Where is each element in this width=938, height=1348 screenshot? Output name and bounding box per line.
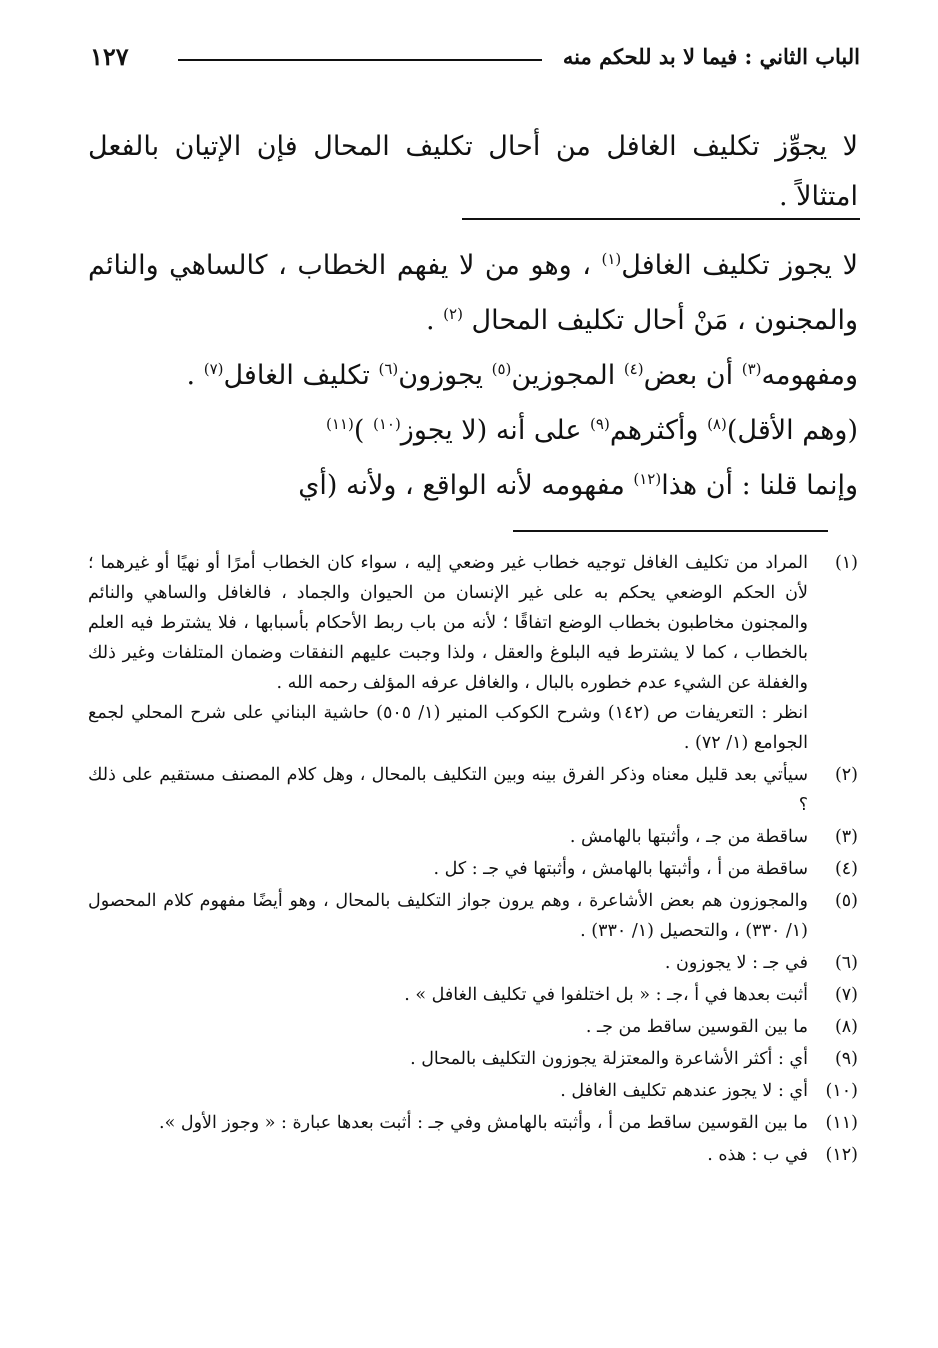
footnote-number: (١) (834, 553, 858, 573)
footnote-number: (٢) (834, 765, 858, 785)
footnote-number: (٦) (834, 953, 858, 973)
main-paragraph (88, 348, 858, 403)
main-text (88, 238, 858, 513)
footnote-text: سيأتي بعد قليل معناه وذكر الفرق بينه وبين التكليف بالمحال ، وهل كلام المصنف مستقيم على ذلك ؟ (88, 765, 808, 815)
footnotes-list (88, 548, 858, 1172)
main-text-run: وإنما قلنا : أن هذا (661, 470, 858, 501)
footnote-item (88, 822, 858, 852)
footnote-item (88, 1108, 858, 1138)
main-text-run: تكليف الغافل (223, 360, 379, 391)
main-text-run: يجوزون (398, 360, 492, 391)
main-text-run: ) (353, 415, 373, 446)
main-text-run: المجوزين (511, 360, 624, 391)
page-number: ١٢٧ (90, 42, 129, 71)
footnote-item (88, 886, 858, 946)
footnote-item (88, 854, 858, 884)
running-head: الباب الثاني : فيما لا بد للحكم منه (562, 44, 860, 69)
footnote-marker[interactable]: (١) (601, 250, 622, 268)
issue-rule (462, 218, 860, 220)
main-text-run: . (425, 305, 444, 336)
main-text-run: على أنه (لا يجوز (400, 415, 591, 446)
footnote-marker[interactable]: (٧) (203, 360, 224, 378)
main-text-run: لا يجوز تكليف الغافل (621, 250, 858, 281)
footnote-number: (٣) (834, 827, 858, 847)
footnote-text: أي : لا يجوز عندهم تكليف الغافل . (560, 1081, 808, 1101)
footnote-text: أثبت بعدها في أ ،جـ : « بل اختلفوا في تكليف الغافل » . (404, 985, 808, 1005)
footnote-number: (٨) (834, 1017, 858, 1037)
footnote-reference: انظر : التعريفات ص (١٤٢) وشرح الكوكب المنير (١/ ٥٠٥) حاشية البناني على شرح المحلي لجمع الجوامع (١/ ٧٢) . (88, 703, 808, 753)
footnote-item (88, 1076, 858, 1106)
footnote-item (88, 948, 858, 978)
footnote-marker[interactable]: (١٠) (372, 415, 401, 433)
footnote-item (88, 980, 858, 1010)
footnote-number: (٩) (834, 1049, 858, 1069)
main-text-run: ، وهو من لا يفهم الخطاب ، كالساهي والنائم والمجنون ، مَنْ أحال تكليف المحال (88, 250, 858, 336)
footnote-marker[interactable]: (١١) (325, 415, 354, 433)
main-paragraph (88, 238, 858, 348)
footnote-rule (513, 530, 828, 532)
page-header (90, 40, 860, 86)
main-text-run: أن بعض (643, 360, 742, 391)
footnote-number: (٧) (834, 985, 858, 1005)
footnote-text: في جـ : لا يجوزون . (664, 953, 808, 973)
footnote-number: (١٠) (825, 1081, 858, 1101)
footnote-marker[interactable]: (٥) (491, 360, 512, 378)
footnote-item (88, 760, 858, 820)
main-text-run: ومفهومه (761, 360, 858, 391)
footnote-marker[interactable]: (٦) (378, 360, 399, 378)
main-text-run: وأكثرهم (609, 415, 708, 446)
footnote-text: ما بين القوسين ساقط من أ ، وأثبته بالهامش وفي جـ : أثبت بعدها عبارة : « وجوز الأول ». (159, 1113, 808, 1133)
footnote-item (88, 1012, 858, 1042)
footnote-text: المراد من تكليف الغافل توجيه خطاب غير وضعي إليه ، سواء كان الخطاب أمرًا أو نهيًا أو غيرهما ؛ لأن الحكم الوضعي يحكم به على غير الإنسان من الحيوان والجماد ، فالغافل والساهي والنائم والمجنون مخاطبون بخطاب الوضع اتفاقًا ؛ لأنه من باب ربط الأحكام بأسبابها ، فلا يشترط فيه العلم بالخطاب ، كما لا يشترط فيه البلوغ والعقل ، ولذا وجبت عليهم النفقات وضمان المتلفات وغير ذلك والغفلة عن الشيء عدم خطوره بالبال ، والغافل عرفه المؤلف رحمه الله . (88, 553, 808, 693)
main-text-run: (وهم الأقل) (726, 415, 858, 446)
footnote-marker[interactable]: (٢) (443, 305, 463, 323)
main-paragraph (88, 458, 858, 513)
main-text-run: مفهومه لأنه الواقع ، ولأنه (أي (298, 470, 634, 501)
footnote-item (88, 1044, 858, 1074)
main-text-run: . (186, 360, 204, 391)
footnote-marker[interactable]: (١٢) (633, 470, 662, 488)
footnote-text: والمجوزون هم بعض الأشاعرة ، وهم يرون جواز التكليف بالمحال ، وهو أيضًا مفهوم كلام المحصول (١/ ٣٣٠) ، والتحصيل (١/ ٣٣٠) . (88, 891, 808, 941)
footnote-number: (١٢) (825, 1145, 858, 1165)
footnote-number: (٥) (834, 891, 858, 911)
footnote-text: ساقطة من أ ، وأثبتها بالهامش ، وأثبتها في جـ : كل . (433, 859, 808, 879)
footnote-marker[interactable]: (٣) (741, 360, 762, 378)
footnote-item (88, 1140, 858, 1170)
header-rule (178, 59, 542, 61)
footnote-number: (٤) (834, 859, 858, 879)
footnote-text: في ب : هذه . (707, 1145, 808, 1165)
footnote-item (88, 548, 858, 758)
issue-heading: لا يجوِّز تكليف الغافل من أحال تكليف المحال فإن الإتيان بالفعل امتثالاً . (88, 131, 858, 212)
footnote-marker[interactable]: (٤) (623, 360, 644, 378)
footnote-marker[interactable]: (٩) (590, 415, 610, 433)
footnote-text: ساقطة من جـ ، وأثبتها بالهامش . (569, 827, 808, 847)
footnote-number: (١١) (825, 1113, 858, 1133)
main-paragraph (88, 403, 858, 458)
footnote-marker[interactable]: (٨) (707, 415, 727, 433)
footnote-text: أي : أكثر الأشاعرة والمعتزلة يجوزون التكليف بالمحال . (410, 1049, 808, 1069)
footnote-text: ما بين القوسين ساقط من جـ . (585, 1017, 808, 1037)
